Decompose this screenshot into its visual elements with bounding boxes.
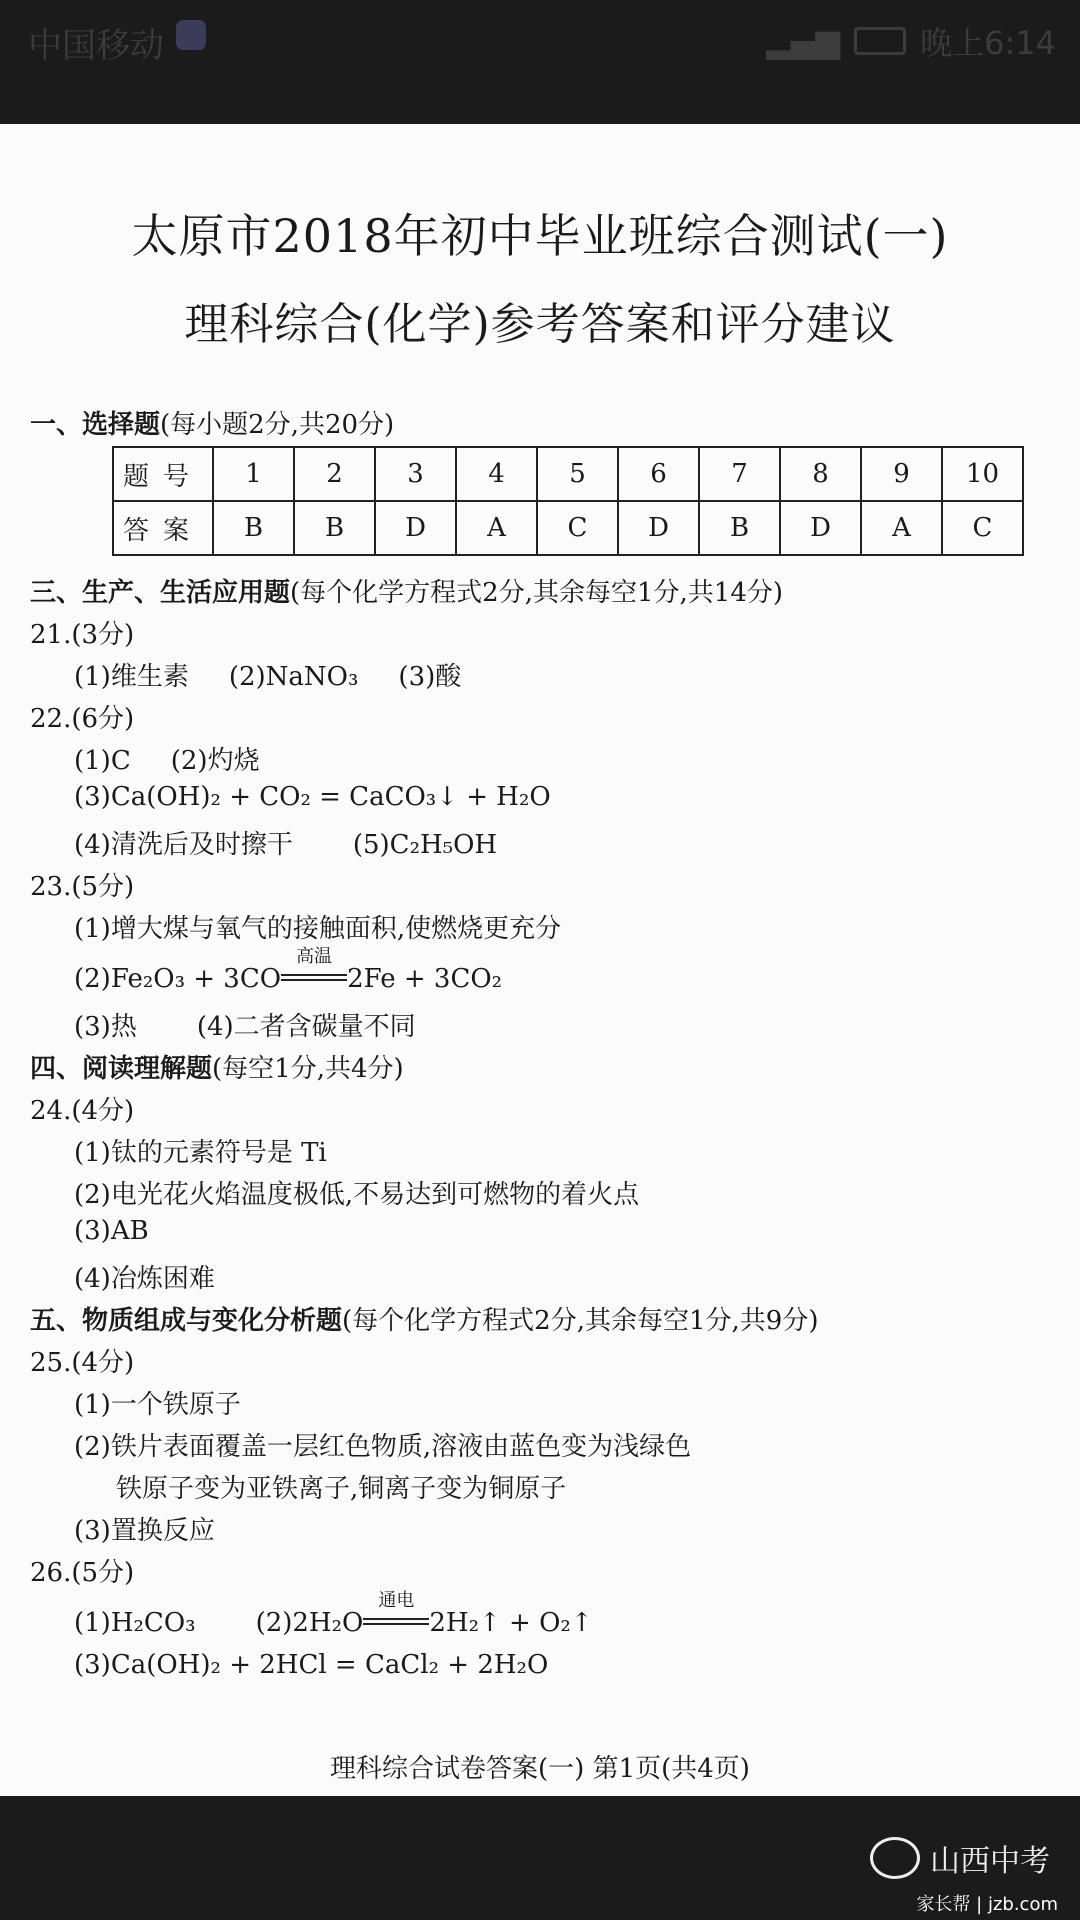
answer-sheet-page [0, 124, 1080, 1796]
question-26: 26.(5分) [30, 1558, 135, 1588]
answer-line: (1)C (2)灼烧 [74, 746, 260, 776]
answer-cell: D [618, 501, 699, 555]
answer-cell: B [213, 501, 294, 555]
answer-line: (2)铁片表面覆盖一层红色物质,溶液由蓝色变为浅绿色 [74, 1432, 692, 1462]
battery-icon [854, 27, 906, 55]
equation-line: (3)Ca(OH)₂ + 2HCl = CaCl₂ + 2H₂O [74, 1650, 549, 1680]
answer-cell: B [699, 501, 780, 555]
answer-line: (4)冶炼困难 [74, 1264, 215, 1294]
question-22: 22.(6分) [30, 704, 135, 734]
answer-cell: C [942, 501, 1023, 555]
question-number: 5 [537, 447, 618, 501]
section-3-heading: 三、生产、生活应用题(每个化学方程式2分,其余每空1分,共14分) [30, 578, 784, 608]
watermark [870, 1836, 1050, 1880]
question-number: 6 [618, 447, 699, 501]
status-time: 晚上6:14 [920, 24, 1056, 62]
page-title: 太原市2018年初中毕业班综合测试(一) [131, 209, 949, 263]
question-21: 21.(3分) [30, 620, 135, 650]
table-row-label: 题号 [113, 447, 213, 501]
answer-cell: D [780, 501, 861, 555]
question-number: 10 [942, 447, 1023, 501]
question-number: 1 [213, 447, 294, 501]
wechat-icon [870, 1837, 920, 1879]
table-row [113, 447, 1023, 501]
page-footer: 理科综合试卷答案(一) 第1页(共4页) [330, 1754, 750, 1784]
answer-line: (1)钛的元素符号是 Ti [74, 1138, 327, 1168]
answer-cell: C [537, 501, 618, 555]
reaction-condition: 通电 [363, 1608, 429, 1638]
watermark-name: 山西中考 [930, 1844, 1050, 1879]
multiple-choice-table [112, 446, 1024, 556]
app-notification-icon [176, 20, 206, 50]
answer-line: (3)AB [74, 1216, 149, 1246]
question-number: 7 [699, 447, 780, 501]
question-24: 24.(4分) [30, 1096, 135, 1126]
reaction-condition: 高温 [281, 964, 347, 994]
answer-line: (1)增大煤与氧气的接触面积,使燃烧更充分 [74, 914, 562, 944]
answer-line: (2)电光花火焰温度极低,不易达到可燃物的着火点 [74, 1180, 640, 1210]
carrier-label: 中国移动 [28, 26, 164, 66]
answer-cell: A [456, 501, 537, 555]
answer-cell: D [375, 501, 456, 555]
question-25: 25.(4分) [30, 1348, 135, 1378]
section-4-heading: 四、阅读理解题(每空1分,共4分) [30, 1054, 404, 1084]
status-bar [0, 0, 1080, 124]
question-23: 23.(5分) [30, 872, 135, 902]
answer-line: (3)置换反应 [74, 1516, 215, 1546]
section-5-heading: 五、物质组成与变化分析题(每个化学方程式2分,其余每空1分,共9分) [30, 1306, 819, 1336]
status-right [766, 18, 1056, 64]
answer-line: (1)一个铁原子 [74, 1390, 241, 1420]
signal-icon: ▂▄▆ [766, 22, 841, 60]
equation-line: (1)H₂CO₃ (2)2H₂O 通电 2H₂↑ + O₂↑ [74, 1590, 593, 1638]
page-subtitle: 理科综合(化学)参考答案和评分建议 [184, 299, 896, 350]
section-1-heading: 一、选择题(每小题2分,共20分) [30, 410, 395, 440]
question-number: 9 [861, 447, 942, 501]
question-number: 4 [456, 447, 537, 501]
bottom-bar [0, 1796, 1080, 1920]
watermark-sub: 家长帮 | jzb.com [916, 1894, 1058, 1915]
answer-cell: A [861, 501, 942, 555]
question-number: 2 [294, 447, 375, 501]
question-number: 8 [780, 447, 861, 501]
table-row [113, 501, 1023, 555]
answer-line: (1)维生素 (2)NaNO₃ (3)酸 [74, 662, 462, 692]
answer-line: (4)清洗后及时擦干 (5)C₂H₅OH [74, 830, 498, 860]
equation-line: (3)Ca(OH)₂ + CO₂ = CaCO₃↓ + H₂O [74, 782, 551, 812]
table-row-label: 答案 [113, 501, 213, 555]
question-number: 3 [375, 447, 456, 501]
answer-cell: B [294, 501, 375, 555]
answer-line: (3)热 (4)二者含碳量不同 [74, 1012, 416, 1042]
equation-line: (2)Fe₂O₃ + 3CO 高温 2Fe + 3CO₂ [74, 946, 503, 994]
answer-line: 铁原子变为亚铁离子,铜离子变为铜原子 [116, 1474, 567, 1504]
